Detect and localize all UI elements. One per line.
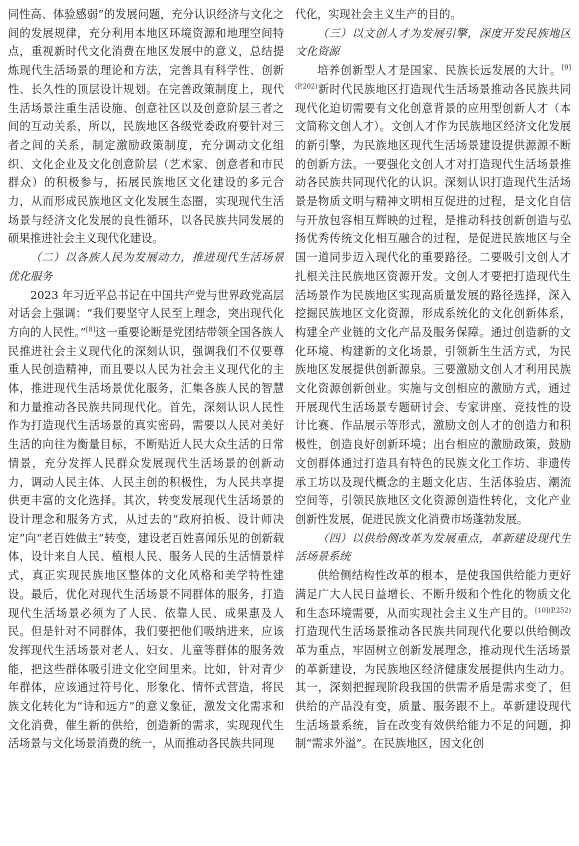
body-paragraph: 同性高、体验感弱”的发展问题，充分认识经济与文化之间的发展规律，充分利用本地区环境资源和地理空间特点，重视新时代文化消费在地区发展中的意义，总结提炼现代生活场景的理论和方法，完善具有科学性、创新性、长久性的顶层设计规划。在完善政策制度上，现代生活场景注重生活设施、创意社区以及创意阶层三者之间的互动关系，所以，民族地区各级党委政府要针对三者之间的关系，制定激励政策制度，充分调动文化组织、文化企业及文化创意阶层（艺术家、创意者和市民群众）的积极参与，拓展民族地区文化建设的多元合力，从而形成民族地区文化发展生态圈，实现现代生活场景与经济文化发展的良性循环，以各民族共同发展的硕果推进社会主义现代化建设。: [8, 8, 284, 246]
paragraph-text: 培养创新型人才是国家、民族长远发展的大计。: [317, 64, 562, 78]
paragraph-text: 这一重要论断是党团结带领全国各族人民推进社会主义现代化的深刻认识，强调我们不仅要尊重人民创造精神，而且要以人民为社会主义现代化的主体，推进现代生活场景优化服务，汇集各族人民的智慧和力量推动各民族共同现代化。首先，深刻认识人民性作为打造现代生活场景的真实密码，需要以人民对美好生活的向往为衡量目标，不断贴近人民大众生活的日常情景，充分发挥人民群众发展现代生活场景的创新动力，调动人民主体、人民主创的积极性，为人民共享提供更丰富的文化选择。其次，转变发展现代生活场景的设计理念和服务方式，从过去的“政府拍板、设计师决定”向“老百姓做主”转变，建设老百姓喜闻乐见的创新载体，设计来自人民、植根人民、服务人民的生活情景样式，真正实现民族地区整体的文化风格和美学特性建设。最后，优化对现代生活场景不同群体的服务，打造现代生活场景必须为了人民、依靠人民、成果惠及人民。但是针对不同群体，我们要把他们吸纳进来，应该发挥现代生活场景对老人、妇女、儿童等群体的服务效能，把这些群体吸引进文化空间里来。比如，针对青少年群体，应该通过符号化、形象化、情怀式营造，将民族文化转化为“诗和远方”的意义象征，激发文化需求和文化消费，催生新的供给，创造新的需求，实现现代生活场景与文化场景消费的统一，从而推动各民族共同现: [8, 325, 284, 751]
body-paragraph: 代化，实现社会主义生产的目的。: [295, 8, 462, 21]
right-column: [295, 6, 571, 842]
citation-ref: [9](P.202): [295, 63, 571, 91]
section-heading: （三）以文创人才为发展引擎，深度开发民族地区文化资源: [295, 26, 571, 59]
section-heading: （四）以供给侧改革为发展重点，革新建设现代生活场景系统: [295, 531, 571, 564]
body-paragraph: [295, 62, 571, 530]
paragraph-text: 新时代民族地区打造现代生活场景推动各民族共同现代化迫切需要有文化创意背景的应用型创新人才（本文简称文创人才）。文创人才作为民族地区经济文化发展的新引擎，为民族地区现代生活场景建设提供源源不断的创新方法。一要强化文创人才对打造现代生活场景推动各民族共同现代化的认识。深刻认识打造现代生活场景是物质文明与精神文明相互促进的过程，是文化自信与开放包容相互辉映的过程，是推动科技创新创造与弘扬优秀传统文化相互融合的过程，是促进民族地区与全国一道同步迈入现代化的重要路径。二要吸引文创人才扎根关注民族地区资源开发。文创人才要把打造现代生活场景作为民族地区实现高质量发展的路径选择，深入挖掘民族地区文化资源，形成系统化的文化创新体系，构建全产业链的文化产品及服务保障。通过创造新的文化环境、构建新的文化场景，引领新生生活方式，为民族地区发展提供创新源泉。三要激励文创人才利用民族文化资源创新创业。实施与文创相应的激励方式，通过开展现代生活场景专题研讨会、专家讲座、竞技性的设计比赛、作品展示等形式，激励文创人才的创造力和积极性，创造良好创新环境；出台相应的激励政策，鼓励文创群体通过打造具有特色的民族文化工作坊、非遗传承工坊以及现代概念的主题文化店、生活体验店、潮流空间等，引领民族地区文化资源创造性转化，文化产业创新性发展，促进民族文化消费市场蓬勃发展。: [295, 82, 571, 526]
section-heading: （二）以各族人民为发展动力，推进现代生活场景优化服务: [8, 251, 284, 283]
citation-ref: [8]: [85, 325, 96, 334]
paragraph-text: 打造现代生活场景推动各民族共同现代化要以供给侧改革为重点，牢固树立创新发展理念，推动现代生活场景的革新建设，为民族地区经济健康发展提供内生动力。其一，深刻把握现阶段我国的供需矛盾是需求变了，但供给的产品没有变，质量、服务跟不上。革新建设现代生活场景系统，旨在改变有效供给能力不足的问题，抑制“需求外溢”。在民族地区，因文化创: [295, 625, 571, 751]
left-column: [8, 6, 284, 842]
body-paragraph: [8, 287, 284, 755]
citation-ref: [10](P.252): [535, 605, 571, 614]
paragraph-text: 供给侧结构性改革的根本，是使我国供给能力更好满足广大人民日益增长、不断升级和个性化的物质文化和生态环境需要，从而实现社会主义生产目的。: [295, 569, 571, 620]
paragraph-text: 2023 年习近平总书记在中国共产党与世界政党高层对话会上强调：“我们要坚守人民至上理念，突出现代化方向的人民性。”: [8, 288, 284, 339]
body-paragraph: [295, 567, 571, 754]
